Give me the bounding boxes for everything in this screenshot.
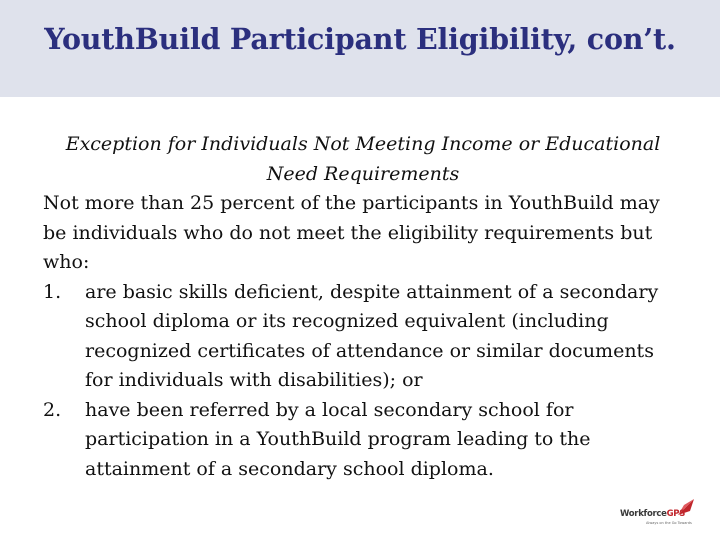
intro-paragraph: Not more than 25 percent of the participants in YouthBuild may be individuals who do not meet the eligibility requirements but who: <box>43 192 660 273</box>
list-item-text: have been referred by a local secondary school for participation in a YouthBuild program leading to the attainment of a secondary school diploma. <box>85 398 591 480</box>
title-bar <box>0 0 720 97</box>
list-item <box>43 278 683 396</box>
slide-title: YouthBuild Participant Eligibility, con’t. <box>44 22 676 56</box>
list-item <box>43 396 683 485</box>
list-number: 2. <box>43 398 62 421</box>
logo-brand-accent: GPS <box>666 509 686 519</box>
logo-brand: Workforce <box>620 509 667 519</box>
criteria-list <box>43 278 683 485</box>
slide-body <box>43 130 683 484</box>
list-number: 1. <box>43 280 62 303</box>
workforcegps-logo <box>614 497 698 527</box>
list-item-text: are basic skills deficient, despite attainment of a secondary school diploma or its recognized equivalent (including recognized certificates of attendance or similar documents for individuals with disabilities); or <box>85 280 659 391</box>
logo-tagline: Always on the Go Towards <box>646 521 692 525</box>
section-subtitle: Exception for Individuals Not Meeting Income or Educational Need Requirements <box>65 133 661 185</box>
logo-wordmark <box>620 509 685 519</box>
